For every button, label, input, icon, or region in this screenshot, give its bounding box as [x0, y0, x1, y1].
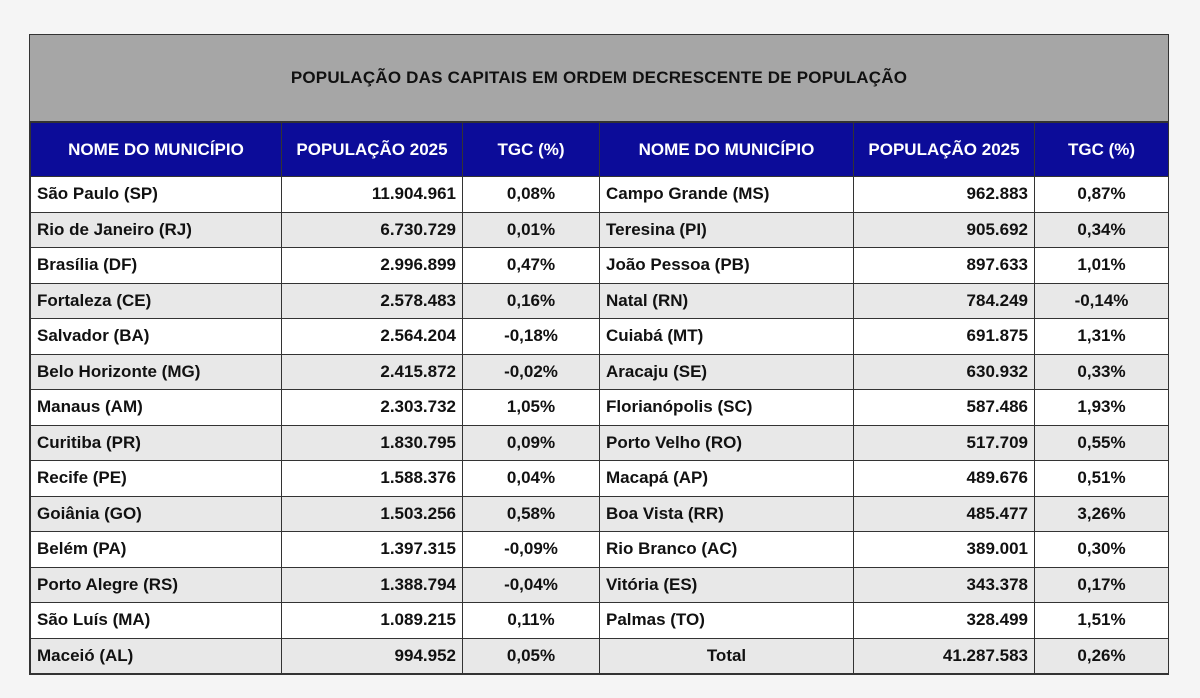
right-tgc-cell: 1,01%: [1035, 248, 1169, 284]
left-tgc-cell: -0,09%: [463, 532, 600, 568]
left-name-cell: Brasília (DF): [31, 248, 282, 284]
right-name-cell: Boa Vista (RR): [600, 496, 854, 532]
right-population-cell: 517.709: [854, 425, 1035, 461]
title-bar: [30, 35, 1168, 122]
right-tgc-cell: 0,55%: [1035, 425, 1169, 461]
table-row: [31, 248, 1169, 284]
right-population-cell: 962.883: [854, 177, 1035, 213]
table-row: [31, 425, 1169, 461]
left-population-cell: 11.904.961: [282, 177, 463, 213]
left-tgc-cell: 0,16%: [463, 283, 600, 319]
left-population-cell: 6.730.729: [282, 212, 463, 248]
right-name-cell: Rio Branco (AC): [600, 532, 854, 568]
header-population-right: POPULAÇÃO 2025: [854, 123, 1035, 177]
table-row: [31, 177, 1169, 213]
left-name-cell: Porto Alegre (RS): [31, 567, 282, 603]
right-tgc-cell: 1,51%: [1035, 603, 1169, 639]
table-row: [31, 461, 1169, 497]
header-row: [31, 123, 1169, 177]
left-tgc-cell: 0,11%: [463, 603, 600, 639]
left-population-cell: 2.303.732: [282, 390, 463, 426]
left-population-cell: 994.952: [282, 638, 463, 674]
table-row: [31, 212, 1169, 248]
left-tgc-cell: -0,04%: [463, 567, 600, 603]
left-name-cell: Goiânia (GO): [31, 496, 282, 532]
right-name-cell: Macapá (AP): [600, 461, 854, 497]
left-name-cell: Recife (PE): [31, 461, 282, 497]
total-population-cell: 41.287.583: [854, 638, 1035, 674]
right-tgc-cell: 3,26%: [1035, 496, 1169, 532]
left-tgc-cell: -0,18%: [463, 319, 600, 355]
left-name-cell: Rio de Janeiro (RJ): [31, 212, 282, 248]
left-population-cell: 1.830.795: [282, 425, 463, 461]
right-population-cell: 691.875: [854, 319, 1035, 355]
left-name-cell: São Paulo (SP): [31, 177, 282, 213]
table-title: POPULAÇÃO DAS CAPITAIS EM ORDEM DECRESCENTE DE POPULAÇÃO: [290, 68, 908, 87]
left-tgc-cell: 0,08%: [463, 177, 600, 213]
left-population-cell: 2.415.872: [282, 354, 463, 390]
left-name-cell: Curitiba (PR): [31, 425, 282, 461]
left-tgc-cell: 0,09%: [463, 425, 600, 461]
right-tgc-cell: -0,14%: [1035, 283, 1169, 319]
left-tgc-cell: 1,05%: [463, 390, 600, 426]
table-body: [31, 177, 1169, 674]
left-name-cell: Belo Horizonte (MG): [31, 354, 282, 390]
left-population-cell: 2.996.899: [282, 248, 463, 284]
left-population-cell: 1.588.376: [282, 461, 463, 497]
right-tgc-cell: 1,31%: [1035, 319, 1169, 355]
table-row: [31, 567, 1169, 603]
header-name-right: NOME DO MUNICÍPIO: [600, 123, 854, 177]
right-name-cell: João Pessoa (PB): [600, 248, 854, 284]
total-label-cell: Total: [600, 638, 854, 674]
left-population-cell: 2.578.483: [282, 283, 463, 319]
table-row: [31, 603, 1169, 639]
right-name-cell: Natal (RN): [600, 283, 854, 319]
left-tgc-cell: 0,58%: [463, 496, 600, 532]
table-row: [31, 319, 1169, 355]
right-population-cell: 784.249: [854, 283, 1035, 319]
left-tgc-cell: 0,04%: [463, 461, 600, 497]
left-tgc-cell: -0,02%: [463, 354, 600, 390]
left-tgc-cell: 0,05%: [463, 638, 600, 674]
header-tgc-left: TGC (%): [463, 123, 600, 177]
left-tgc-cell: 0,47%: [463, 248, 600, 284]
right-population-cell: 489.676: [854, 461, 1035, 497]
left-name-cell: São Luís (MA): [31, 603, 282, 639]
right-name-cell: Florianópolis (SC): [600, 390, 854, 426]
right-tgc-cell: 0,17%: [1035, 567, 1169, 603]
table-row: [31, 283, 1169, 319]
left-population-cell: 1.089.215: [282, 603, 463, 639]
right-tgc-cell: 0,30%: [1035, 532, 1169, 568]
left-population-cell: 1.397.315: [282, 532, 463, 568]
right-name-cell: Cuiabá (MT): [600, 319, 854, 355]
right-population-cell: 328.499: [854, 603, 1035, 639]
header-name-left: NOME DO MUNICÍPIO: [31, 123, 282, 177]
table-row: [31, 496, 1169, 532]
table-row: [31, 390, 1169, 426]
table-row: [31, 638, 1169, 674]
table-row: [31, 532, 1169, 568]
left-name-cell: Salvador (BA): [31, 319, 282, 355]
header-population-left: POPULAÇÃO 2025: [282, 123, 463, 177]
right-name-cell: Vitória (ES): [600, 567, 854, 603]
left-tgc-cell: 0,01%: [463, 212, 600, 248]
right-name-cell: Aracaju (SE): [600, 354, 854, 390]
right-tgc-cell: 0,34%: [1035, 212, 1169, 248]
right-population-cell: 343.378: [854, 567, 1035, 603]
right-tgc-cell: 0,33%: [1035, 354, 1169, 390]
left-population-cell: 1.388.794: [282, 567, 463, 603]
header-tgc-right: TGC (%): [1035, 123, 1169, 177]
right-tgc-cell: 0,87%: [1035, 177, 1169, 213]
left-name-cell: Maceió (AL): [31, 638, 282, 674]
total-tgc-cell: 0,26%: [1035, 638, 1169, 674]
right-population-cell: 485.477: [854, 496, 1035, 532]
left-name-cell: Manaus (AM): [31, 390, 282, 426]
left-population-cell: 1.503.256: [282, 496, 463, 532]
right-population-cell: 905.692: [854, 212, 1035, 248]
population-table-sheet: [29, 34, 1169, 675]
right-population-cell: 897.633: [854, 248, 1035, 284]
left-name-cell: Fortaleza (CE): [31, 283, 282, 319]
left-population-cell: 2.564.204: [282, 319, 463, 355]
right-population-cell: 630.932: [854, 354, 1035, 390]
population-table: [30, 122, 1169, 674]
right-tgc-cell: 0,51%: [1035, 461, 1169, 497]
right-name-cell: Teresina (PI): [600, 212, 854, 248]
left-name-cell: Belém (PA): [31, 532, 282, 568]
right-population-cell: 587.486: [854, 390, 1035, 426]
right-name-cell: Palmas (TO): [600, 603, 854, 639]
right-tgc-cell: 1,93%: [1035, 390, 1169, 426]
right-name-cell: Campo Grande (MS): [600, 177, 854, 213]
right-name-cell: Porto Velho (RO): [600, 425, 854, 461]
table-row: [31, 354, 1169, 390]
right-population-cell: 389.001: [854, 532, 1035, 568]
